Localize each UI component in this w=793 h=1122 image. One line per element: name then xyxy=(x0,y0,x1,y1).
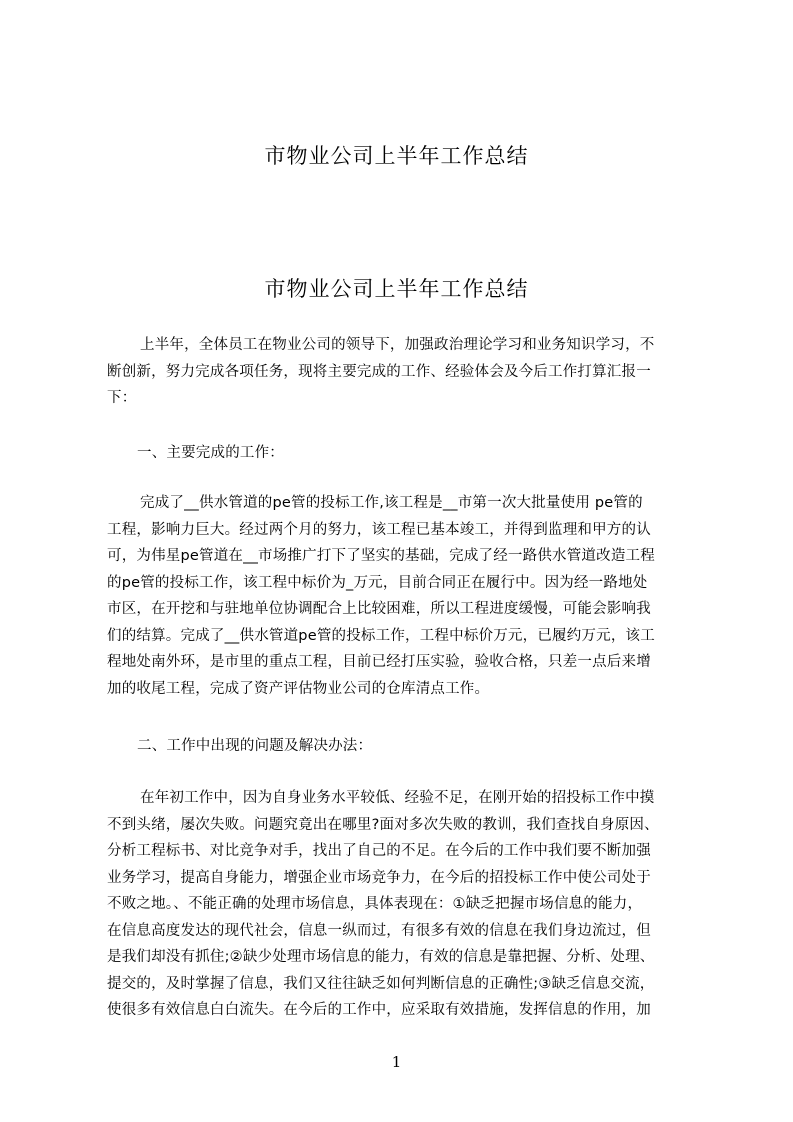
paragraph-line: 在信息高度发达的现代社会，信息一纵而过，有很多有效的信息在我们身边流过，但 xyxy=(107,922,651,939)
paragraph-line: 是我们却没有抓住;②缺少处理市场信息的能力，有效的信息是靠把握、分析、处理、 xyxy=(107,949,655,965)
document-title: 市物业公司上半年工作总结 xyxy=(264,277,529,301)
paragraph-line: 工程，影响力巨大。经过两个月的努力，该工程已基本竣工，并得到监理和甲方的认 xyxy=(107,521,651,538)
paragraph-line: 加的收尾工程，完成了资产评估物业公司的仓库清点工作。 xyxy=(107,680,490,697)
paragraph-line: 程地处南外环，是市里的重点工程，目前已经打压实验，验收合格，只差一点后来增 xyxy=(107,654,651,670)
paragraph-line: 提交的，及时掌握了信息，我们又往往缺乏如何判断信息的正确性;③缺乏信息交流， xyxy=(107,975,655,992)
paragraph-line: 们的结算。完成了__供水管道pe管的投标工作，工程中标价万元，已履约万元，该工 xyxy=(107,627,655,644)
paragraph-line: 不败之地。、不能正确的处理市场信息，具体表现在：①缺乏把握市场信息的能力， xyxy=(107,896,643,912)
paragraph-line: 不到头绪，屡次失败。问题究竟出在哪里?面对多次失败的教训，我们查找自身原因、 xyxy=(107,816,659,833)
paragraph-line: 在年初工作中，因为自身业务水平较低、经验不足，在刚开始的招投标工作中摸 xyxy=(140,790,655,806)
paragraph-line: 的pe管的投标工作，该工程中标价为_万元，目前合同正在履行中。因为经一路地处 xyxy=(107,574,648,591)
paragraph-line: 完成了__供水管道的pe管的投标工作,该工程是__市第一次大批量使用 pe管的 xyxy=(140,495,643,511)
paragraph-line: 可，为伟星pe管道在__市场推广打下了坚实的基础，完成了经一路供水管道改造工程 xyxy=(107,548,655,564)
section-paragraph-completed-work xyxy=(107,490,698,702)
section-heading-problems: 二、工作中出现的问题及解决办法： xyxy=(137,738,373,754)
paragraph-line: 分析工程标书、对比竞争对手，找出了自己的不足。在今后的工作中我们要不断加强 xyxy=(107,843,651,859)
page-number: 1 xyxy=(391,1053,402,1071)
paragraph-line: 上半年，全体员工在物业公司的领导下，加强政治理论学习和业务知识学习，不 xyxy=(140,337,655,353)
cover-title: 市物业公司上半年工作总结 xyxy=(264,144,529,168)
paragraph-line: 下： xyxy=(107,390,137,406)
paragraph-line: 使很多有效信息白白流失。在今后的工作中，应采取有效措施，发挥信息的作用，加 xyxy=(107,1002,651,1018)
paragraph-line: 断创新，努力完成各项任务，现将主要完成的工作、经验体会及今后工作打算汇报一 xyxy=(107,363,651,380)
section-heading-completed-work: 一、主要完成的工作： xyxy=(137,445,284,461)
paragraph-line: 业务学习，提高自身能力，增强企业市场竞争力，在今后的招投标工作中使公司处于 xyxy=(107,869,651,886)
paragraph-line: 市区，在开挖和与驻地单位协调配合上比较困难，所以工程进度缓慢，可能会影响我 xyxy=(107,601,651,617)
intro-paragraph xyxy=(107,332,698,412)
section-paragraph-problems xyxy=(107,785,698,1024)
